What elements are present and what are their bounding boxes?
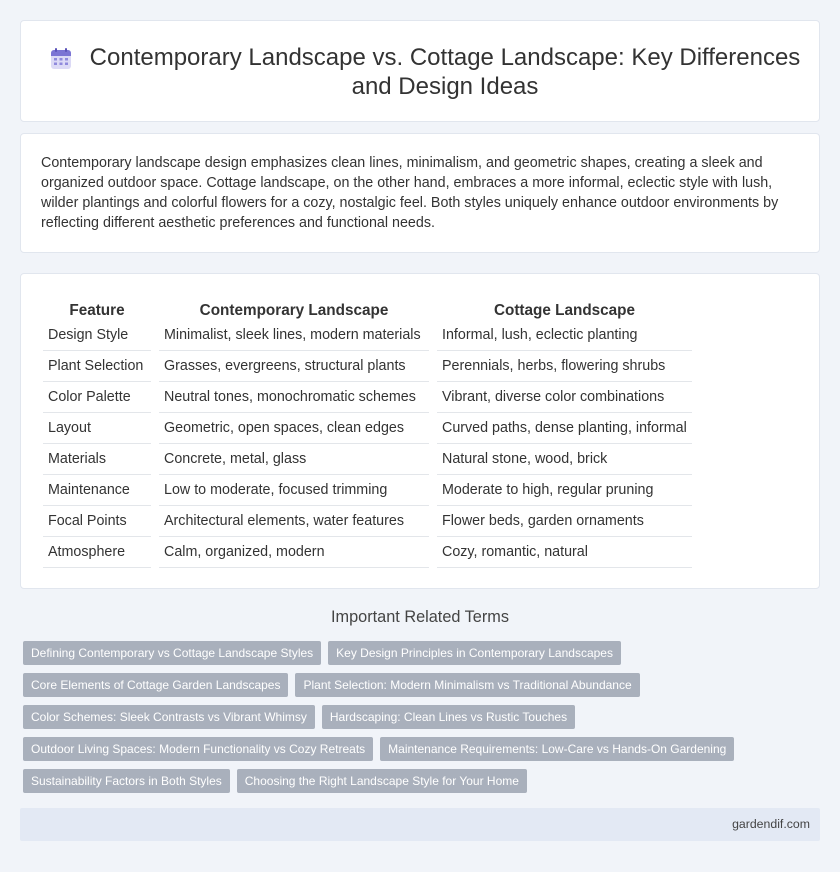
cottage-cell: Perennials, herbs, flowering shrubs	[437, 351, 692, 382]
contemporary-cell: Neutral tones, monochromatic schemes	[159, 382, 429, 413]
contemporary-cell: Architectural elements, water features	[159, 506, 429, 537]
feature-cell: Focal Points	[43, 506, 151, 537]
cottage-cell: Vibrant, diverse color combinations	[437, 382, 692, 413]
contemporary-cell: Concrete, metal, glass	[159, 444, 429, 475]
related-term-tag[interactable]: Maintenance Requirements: Low-Care vs Hands-On Gardening	[380, 737, 734, 761]
tag-row	[23, 641, 813, 665]
footer-site[interactable]: gardendif.com	[732, 817, 810, 831]
calendar-icon	[49, 47, 73, 71]
table-row	[43, 351, 692, 382]
related-term-tag[interactable]: Core Elements of Cottage Garden Landscapes	[23, 673, 288, 697]
related-term-tag[interactable]: Color Schemes: Sleek Contrasts vs Vibrant Whimsy	[23, 705, 315, 729]
table-header-row	[43, 292, 692, 320]
contemporary-cell: Calm, organized, modern	[159, 537, 429, 568]
feature-cell: Plant Selection	[43, 351, 151, 382]
contemporary-cell: Geometric, open spaces, clean edges	[159, 413, 429, 444]
related-terms-title: Important Related Terms	[331, 608, 509, 626]
feature-cell: Maintenance	[43, 475, 151, 506]
feature-cell: Materials	[43, 444, 151, 475]
intro-paragraph: Contemporary landscape design emphasizes clean lines, minimalism, and geometric shapes, creating a sleek and organized outdoor space. Cottage landscape, on the other hand, embraces a more informal, eclectic style with lush, wilder plantings and colorful flowers for a cozy, nostalgic feel. Both styles uniquely enhance outdoor environments by reflecting different aesthetic preferences and functional needs.	[41, 155, 779, 231]
contemporary-cell: Minimalist, sleek lines, modern materials	[159, 320, 429, 351]
comparison-card	[20, 273, 820, 589]
table-row	[43, 382, 692, 413]
related-term-tag[interactable]: Sustainability Factors in Both Styles	[23, 769, 230, 793]
table-row	[43, 475, 692, 506]
cottage-cell: Flower beds, garden ornaments	[437, 506, 692, 537]
feature-cell: Atmosphere	[43, 537, 151, 568]
feature-cell: Layout	[43, 413, 151, 444]
related-term-tag[interactable]: Hardscaping: Clean Lines vs Rustic Touches	[322, 705, 575, 729]
cottage-cell: Cozy, romantic, natural	[437, 537, 692, 568]
cottage-cell: Moderate to high, regular pruning	[437, 475, 692, 506]
related-terms-list	[23, 641, 813, 801]
header-cottage: Cottage Landscape	[493, 302, 636, 319]
table-row	[43, 413, 692, 444]
related-term-tag[interactable]: Defining Contemporary vs Cottage Landscape Styles	[23, 641, 321, 665]
feature-cell: Design Style	[43, 320, 151, 351]
page-title: Contemporary Landscape vs. Cottage Landscape: Key Differences and Design Ideas	[89, 44, 801, 100]
tag-row	[23, 769, 813, 793]
table-row	[43, 506, 692, 537]
related-term-tag[interactable]: Plant Selection: Modern Minimalism vs Traditional Abundance	[295, 673, 639, 697]
comparison-table	[43, 292, 692, 568]
table-row	[43, 320, 692, 351]
cottage-cell: Curved paths, dense planting, informal	[437, 413, 692, 444]
feature-cell: Color Palette	[43, 382, 151, 413]
cottage-cell: Natural stone, wood, brick	[437, 444, 692, 475]
tag-row	[23, 705, 813, 729]
header-contemporary: Contemporary Landscape	[199, 302, 389, 319]
tag-row	[23, 737, 813, 761]
contemporary-cell: Low to moderate, focused trimming	[159, 475, 429, 506]
related-term-tag[interactable]: Outdoor Living Spaces: Modern Functionality vs Cozy Retreats	[23, 737, 373, 761]
cottage-cell: Informal, lush, eclectic planting	[437, 320, 692, 351]
related-term-tag[interactable]: Key Design Principles in Contemporary Landscapes	[328, 641, 621, 665]
table-row	[43, 537, 692, 568]
tag-row	[23, 673, 813, 697]
header-card	[20, 20, 820, 122]
header-feature: Feature	[69, 302, 125, 319]
footer	[20, 808, 820, 841]
related-term-tag[interactable]: Choosing the Right Landscape Style for Your Home	[237, 769, 527, 793]
table-row	[43, 444, 692, 475]
contemporary-cell: Grasses, evergreens, structural plants	[159, 351, 429, 382]
intro-card	[20, 133, 820, 253]
